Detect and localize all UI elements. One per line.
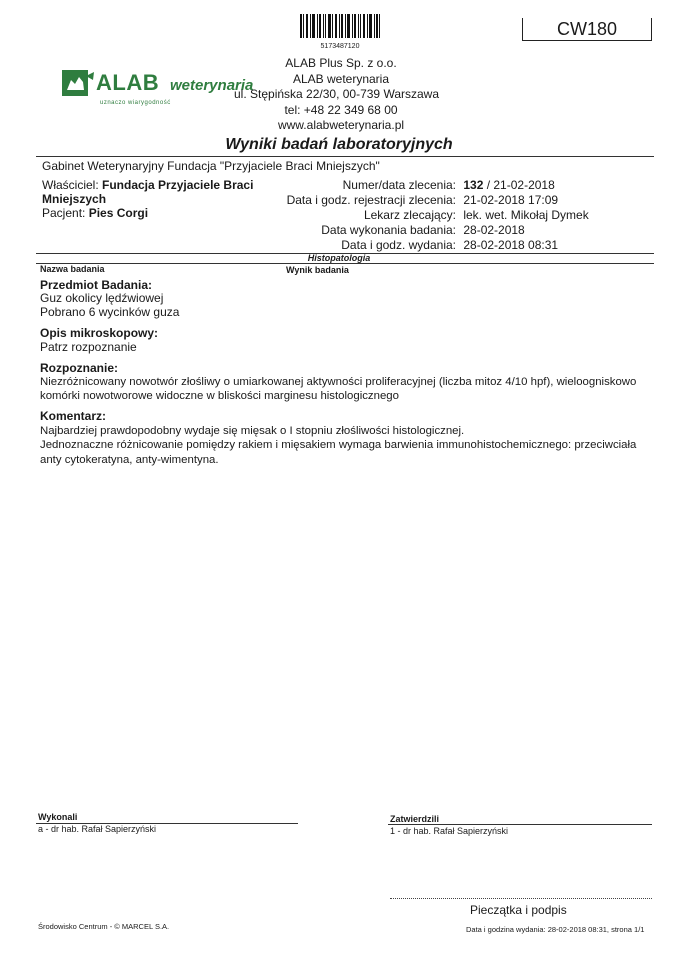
lab-line-2: ALAB weterynaria bbox=[292, 71, 390, 86]
alab-logo bbox=[62, 68, 254, 108]
registration-row bbox=[266, 193, 656, 208]
diagnosis-line-1: Niezróżnicowany nowotwór złośliwy o umiarkowanej aktywności proliferacyjnej (liczba mitoz 4/10 hpf), wieloogniskowo bbox=[40, 376, 637, 388]
patient-label: Pacjent: bbox=[42, 206, 86, 220]
section-mid-line bbox=[36, 263, 654, 264]
title-divider bbox=[36, 156, 654, 157]
doctor-row bbox=[266, 208, 656, 223]
diagnosis-heading: Rozpoznanie: bbox=[40, 361, 118, 375]
column-test-name: Nazwa badania bbox=[40, 264, 105, 274]
diagnosis-line-2: komórki nowotworowe widoczne w bliskości marginesu histologicznego bbox=[40, 390, 399, 402]
owner-value-2: Mniejszych bbox=[42, 192, 107, 206]
barcode-number: 5173487120 bbox=[320, 43, 360, 50]
page-title: Wyniki badań laboratoryjnych bbox=[225, 136, 453, 153]
lab-line-4: tel: +48 22 349 68 00 bbox=[284, 102, 398, 117]
registration-value: 21-02-2018 17:09 bbox=[463, 193, 559, 207]
comment-line-3: anty cytokeratyna, anty-wimentyna. bbox=[40, 454, 219, 466]
patient-value: Pies Corgi bbox=[88, 206, 149, 220]
performed-label: Wykonali bbox=[38, 812, 78, 822]
order-date-value: / 21-02-2018 bbox=[483, 178, 555, 192]
owner-label: Właściciel: bbox=[42, 178, 99, 192]
lab-line-5: www.alabweterynaria.pl bbox=[277, 118, 405, 132]
subject-line-1: Guz okolicy lędźwiowej bbox=[40, 291, 164, 305]
section-label: Histopatologia bbox=[307, 253, 371, 263]
footer-right: Data i godzina wydania: 28-02-2018 08:31, strona 1/1 bbox=[466, 925, 645, 934]
doctor-value: lek. wet. Mikołaj Dymek bbox=[463, 208, 589, 222]
case-code-box: CW180 bbox=[522, 18, 652, 41]
barcode-bars bbox=[300, 14, 380, 38]
comment-line-2: Jednoznaczne różnicowanie pomiędzy rakiem i mięsakiem wymaga barwienia immunohistochemicznego: przeciwciała bbox=[40, 439, 637, 451]
stamp-dotted-line bbox=[390, 898, 652, 899]
comment-line-1: Najbardziej prawdopodobny wydaje się mięsak o I stopniu złośliwości histologicznej. bbox=[40, 425, 465, 437]
subject-heading: Przedmiot Badania: bbox=[40, 278, 153, 292]
footer-left: Środowisko Centrum - © MARCEL S.A. bbox=[38, 922, 170, 931]
column-result: Wynik badania bbox=[286, 265, 349, 275]
owner-block bbox=[42, 178, 292, 220]
approved-line bbox=[388, 824, 652, 825]
microscopy-heading: Opis mikroskopowy: bbox=[40, 326, 159, 340]
microscopy-line-1: Patrz rozpoznanie bbox=[40, 340, 137, 354]
approved-value: 1 - dr hab. Rafał Sapierzyński bbox=[390, 826, 509, 836]
comment-heading: Komentarz: bbox=[40, 409, 107, 423]
lab-address bbox=[234, 56, 440, 134]
exec-date-value: 28-02-2018 bbox=[463, 223, 525, 237]
logo-tagline: uznaczo wiarygodność bbox=[100, 100, 171, 106]
owner-value-1: Fundacja Przyjaciele Braci bbox=[102, 178, 254, 192]
barcode bbox=[300, 14, 380, 50]
exec-date-label: Data wykonania badania: bbox=[321, 223, 456, 237]
order-number-value: 132 bbox=[463, 178, 484, 192]
registration-label: Data i godz. rejestracji zlecenia: bbox=[286, 193, 456, 207]
subject-line-2: Pobrano 6 wycinków guza bbox=[40, 305, 180, 319]
clinic-name: Gabinet Weterynaryjny Fundacja "Przyjaciele Braci Mniejszych" bbox=[42, 159, 380, 173]
order-details bbox=[266, 178, 656, 253]
lab-line-1: ALAB Plus Sp. z o.o. bbox=[285, 56, 397, 70]
performed-value: a - dr hab. Rafał Sapierzyński bbox=[38, 824, 157, 834]
stamp-label: Pieczątka i podpis bbox=[470, 903, 567, 917]
logo-brand: ALAB bbox=[96, 70, 160, 95]
dog-logo-icon bbox=[62, 70, 96, 100]
order-number-label: Numer/data zlecenia: bbox=[342, 178, 456, 192]
issue-date-label: Data i godz. wydania: bbox=[341, 238, 456, 252]
approved-label: Zatwierdzili bbox=[390, 814, 440, 824]
issue-date-row bbox=[266, 238, 656, 253]
issue-date-value: 28-02-2018 08:31 bbox=[463, 238, 559, 252]
order-number-row bbox=[266, 178, 656, 193]
exec-date-row bbox=[266, 223, 656, 238]
lab-line-3: ul. Stępińska 22/30, 00-739 Warszawa bbox=[234, 87, 440, 101]
doctor-label: Lekarz zlecający: bbox=[363, 208, 456, 222]
logo-sub: weterynaria bbox=[170, 77, 254, 94]
